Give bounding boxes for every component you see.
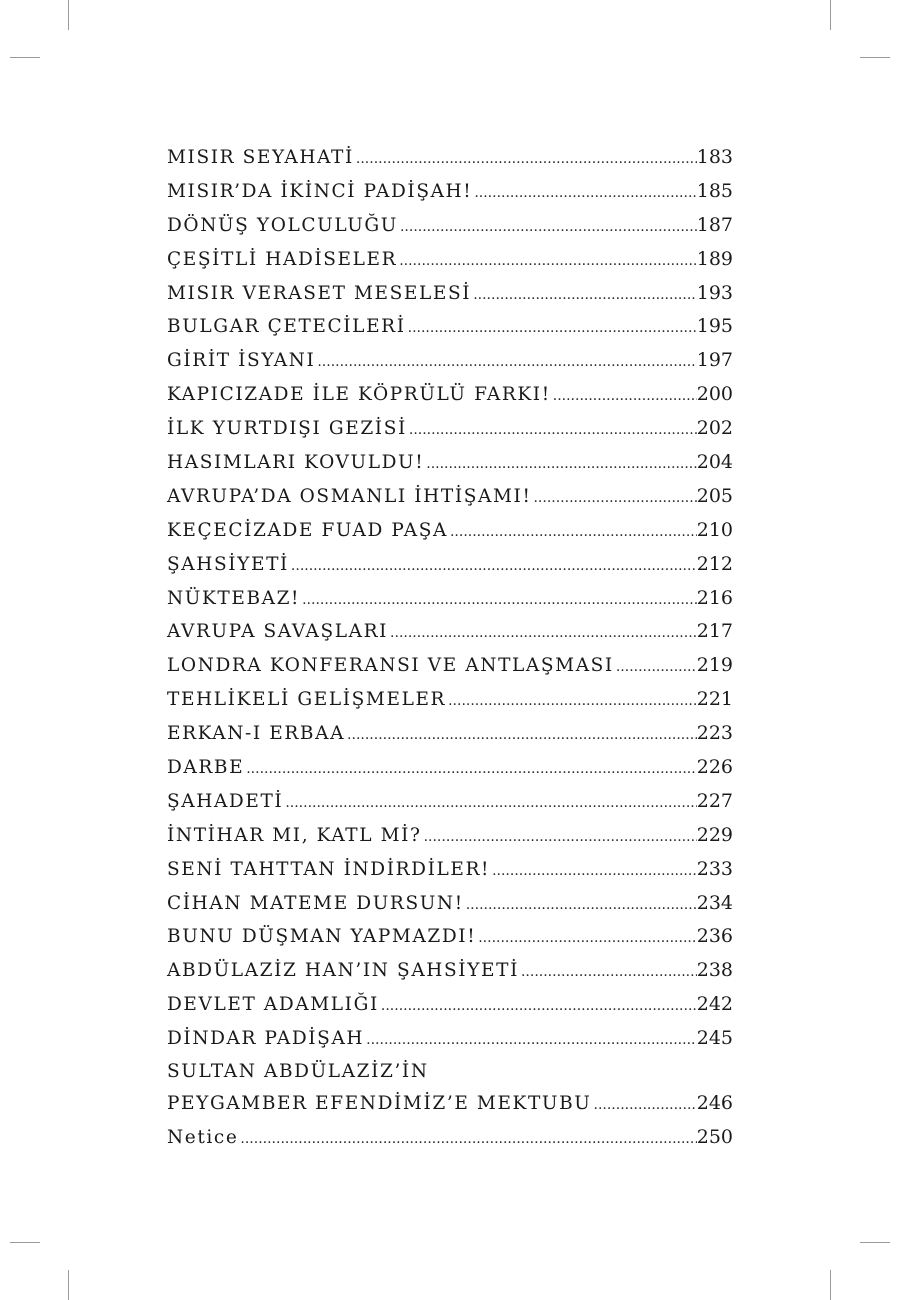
- toc-leader-dots: [473, 287, 697, 303]
- toc-leader-dots: [347, 727, 697, 743]
- toc-entry-title: İNTİHAR MI, KATL Mİ?: [167, 824, 422, 846]
- toc-entry-title: AVRUPA SAVAŞLARI: [167, 621, 389, 643]
- toc-leader-dots: [616, 659, 697, 675]
- toc-leader-dots: [399, 253, 697, 269]
- toc-leader-dots: [317, 354, 696, 370]
- toc-entry-page: 217: [696, 620, 733, 643]
- toc-entry-title: DÖNÜŞ YOLCULUĞU: [167, 214, 398, 236]
- toc-entry-title: ŞAHADETİ: [167, 790, 284, 812]
- toc-entry-title: DARBE: [167, 757, 245, 779]
- toc-entry-title: KAPICIZADE İLE KÖPRÜLÜ FARKI!: [167, 384, 551, 406]
- toc-entry-title: BUNU DÜŞMAN YAPMAZDI!: [167, 926, 477, 948]
- toc-entry: [167, 892, 733, 926]
- toc-entry: [167, 519, 733, 553]
- toc-entry-page: 183: [696, 146, 733, 168]
- toc-entry-page: 236: [696, 925, 733, 948]
- toc-entry-title: ABDÜLAZİZ HAN’IN ŞAHSİYETİ: [167, 960, 519, 982]
- toc-leader-dots: [302, 592, 697, 608]
- toc-entry-page: 197: [696, 349, 733, 372]
- toc-entry-page: 234: [696, 891, 733, 914]
- toc-entry-title: TEHLİKELİ GELİŞMELER: [167, 689, 447, 711]
- toc-entry: [167, 722, 733, 756]
- table-of-contents: [167, 146, 733, 1160]
- toc-leader-dots: [285, 795, 696, 811]
- toc-entry-page: 227: [696, 789, 733, 812]
- crop-mark-bottom-right-horizontal: [860, 1242, 890, 1243]
- toc-entry-title: LONDRA KONFERANSI VE ANTLAŞMASI: [167, 655, 614, 677]
- crop-mark-bottom-left-horizontal: [10, 1242, 40, 1243]
- toc-leader-dots: [381, 998, 697, 1014]
- toc-entry-page: 205: [696, 484, 733, 507]
- toc-entry-page: 226: [696, 756, 733, 779]
- toc-entry-page: 200: [696, 383, 733, 406]
- toc-entry-title: NÜKTEBAZ!: [167, 587, 301, 609]
- toc-entry-page: 216: [696, 586, 733, 609]
- crop-mark-top-left-vertical: [68, 0, 69, 30]
- crop-mark-top-right-horizontal: [860, 57, 890, 58]
- toc-entry: [167, 451, 733, 485]
- toc-entry: [167, 858, 733, 892]
- toc-entry-title: HASIMLARI KOVULDU!: [167, 452, 425, 474]
- toc-entry: [167, 756, 733, 790]
- toc-entry-page: 185: [696, 179, 733, 202]
- toc-leader-dots: [400, 219, 697, 235]
- toc-entry: [167, 282, 733, 316]
- toc-entry-page: 238: [696, 959, 733, 982]
- toc-entry-page: 242: [696, 993, 733, 1016]
- toc-entry-page: 212: [696, 552, 733, 575]
- toc-entry-page: 189: [696, 247, 733, 270]
- toc-entry: [167, 315, 733, 349]
- toc-entry-title: MISIR’DA İKİNCİ PADİŞAH!: [167, 180, 473, 202]
- toc-entry-title-line2: PEYGAMBER EFENDİMİZ’E MEKTUBU: [167, 1093, 592, 1115]
- toc-entry-title: MISIR SEYAHATİ: [167, 147, 354, 168]
- toc-entry-page: 193: [696, 281, 733, 304]
- toc-leader-dots: [466, 897, 697, 913]
- toc-entry-title: ERKAN-I ERBAA: [167, 723, 346, 745]
- toc-entry-title: Netice: [167, 1126, 239, 1148]
- toc-entry-page: 210: [696, 518, 733, 541]
- toc-entry: [167, 485, 733, 519]
- toc-entry: [167, 925, 733, 959]
- toc-leader-dots: [533, 490, 696, 506]
- toc-entry-title: GİRİT İSYANI: [167, 350, 316, 372]
- toc-entry-title: KEÇECİZADE FUAD PAŞA: [167, 519, 448, 541]
- toc-entry: [167, 824, 733, 858]
- toc-entry: [167, 383, 733, 417]
- toc-entry: [167, 553, 733, 587]
- toc-leader-dots: [474, 185, 696, 201]
- toc-entry: [167, 1027, 733, 1061]
- toc-entry: [167, 1126, 733, 1160]
- toc-leader-dots: [553, 388, 697, 404]
- toc-entry: [167, 654, 733, 688]
- toc-leader-dots: [492, 863, 697, 879]
- crop-mark-top-left-horizontal: [10, 57, 40, 58]
- toc-entry: [167, 1061, 733, 1126]
- toc-leader-dots: [408, 320, 697, 336]
- toc-leader-dots: [594, 1097, 697, 1113]
- toc-leader-dots: [521, 964, 697, 980]
- toc-entry-page: 221: [696, 688, 733, 711]
- toc-entry-title: ÇEŞİTLİ HADİSELER: [167, 248, 398, 270]
- crop-mark-bottom-left-vertical: [68, 1270, 69, 1300]
- toc-leader-dots: [246, 761, 697, 777]
- toc-entry: [167, 146, 733, 180]
- toc-entry: [167, 688, 733, 722]
- toc-entry-title: CİHAN MATEME DURSUN!: [167, 892, 464, 914]
- toc-entry: [167, 587, 733, 621]
- toc-entry-page: 246: [696, 1092, 733, 1115]
- toc-entry-title: DEVLET ADAMLIĞI: [167, 994, 379, 1016]
- toc-entry-page: 223: [696, 722, 733, 745]
- toc-entry-page: 202: [696, 417, 733, 440]
- toc-entry-page: 219: [696, 654, 733, 677]
- toc-leader-dots: [356, 151, 697, 167]
- toc-leader-dots: [291, 558, 697, 574]
- toc-entry: [167, 620, 733, 654]
- crop-mark-top-right-vertical: [830, 0, 831, 30]
- toc-leader-dots: [240, 1131, 696, 1147]
- toc-entry: [167, 993, 733, 1027]
- toc-entry: [167, 248, 733, 282]
- toc-entry: [167, 349, 733, 383]
- toc-entry-page: 229: [696, 823, 733, 846]
- toc-entry-title: AVRUPA’DA OSMANLI İHTİŞAMI!: [167, 485, 532, 507]
- toc-leader-dots: [478, 930, 697, 946]
- toc-entry-title: BULGAR ÇETECİLERİ: [167, 316, 406, 338]
- toc-leader-dots: [448, 693, 697, 709]
- crop-mark-bottom-right-vertical: [830, 1270, 831, 1300]
- toc-entry-title-line1: SULTAN ABDÜLAZİZ’İN: [167, 1061, 429, 1083]
- toc-leader-dots: [409, 422, 697, 438]
- toc-entry-title: ŞAHSİYETİ: [167, 553, 289, 575]
- toc-entry: [167, 790, 733, 824]
- toc-entry: [167, 959, 733, 993]
- toc-entry-page: 245: [696, 1027, 733, 1050]
- toc-entry-title: MISIR VERASET MESELESİ: [167, 282, 472, 304]
- toc-entry-page: 187: [696, 213, 733, 236]
- toc-entry-title: SENİ TAHTTAN İNDİRDİLER!: [167, 858, 491, 880]
- toc-entry-title: DİNDAR PADİŞAH: [167, 1028, 365, 1050]
- toc-entry-page: 204: [696, 451, 733, 474]
- toc-entry-page: 195: [696, 315, 733, 338]
- toc-leader-dots: [424, 829, 697, 845]
- toc-leader-dots: [366, 1032, 697, 1048]
- toc-entry-title: İLK YURTDIŞI GEZİSİ: [167, 418, 407, 440]
- toc-leader-dots: [390, 625, 697, 641]
- toc-entry-page: 250: [696, 1125, 733, 1148]
- toc-entry: [167, 214, 733, 248]
- toc-leader-dots: [426, 456, 696, 472]
- toc-entry-page: 233: [696, 857, 733, 880]
- toc-entry: [167, 180, 733, 214]
- toc-entry: [167, 417, 733, 451]
- toc-leader-dots: [450, 524, 697, 540]
